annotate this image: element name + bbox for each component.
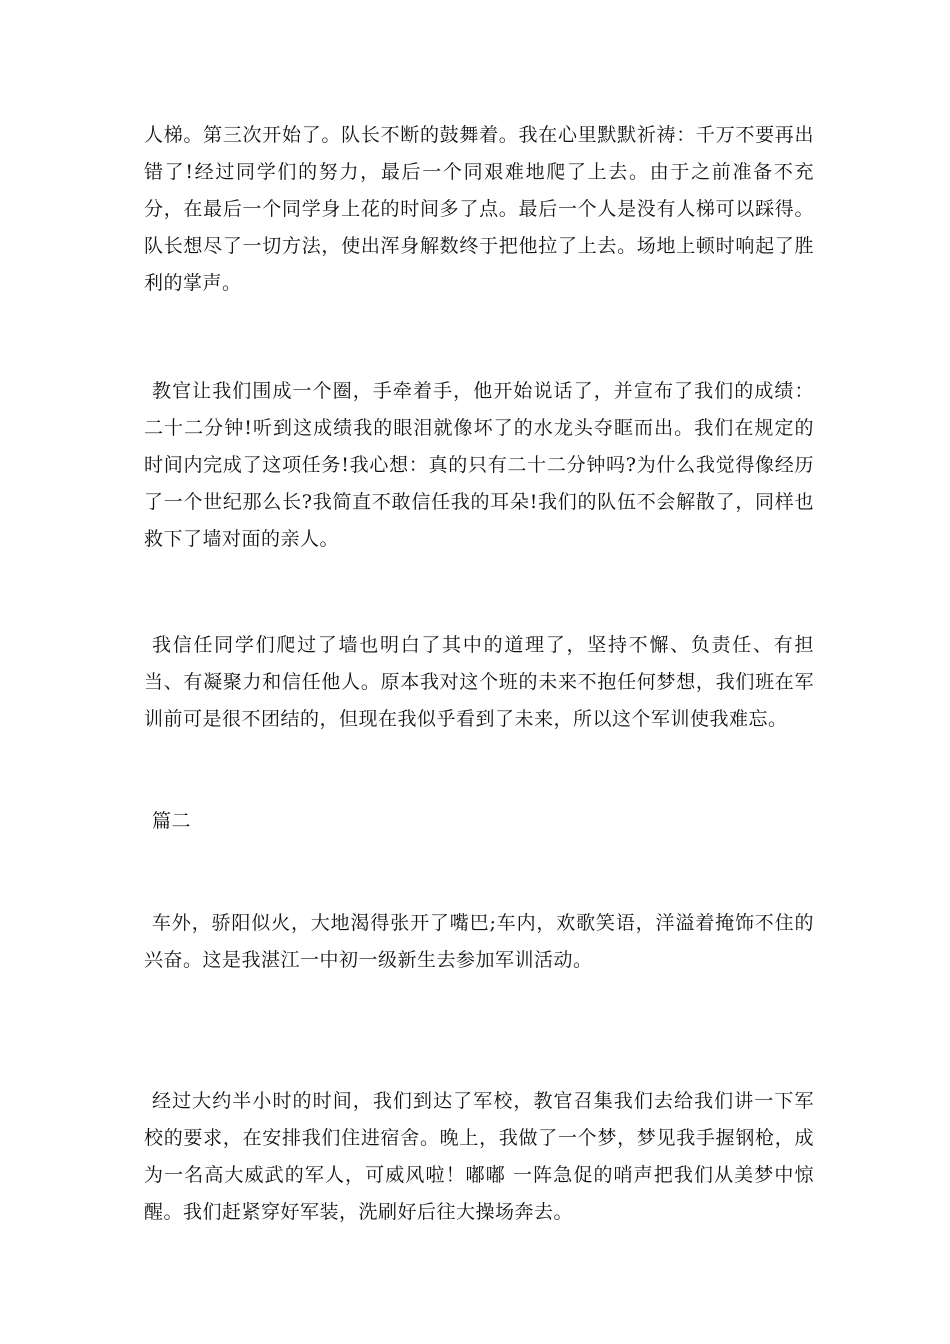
paragraph-1: 人梯。第三次开始了。队长不断的鼓舞着。我在心里默默祈祷：千万不要再出错了!经过同学们的努力，最后一个同艰难地爬了上去。由于之前准备不充分，在最后一个同学身上花的时间多了点。最后一个人是没有人梯可以踩得。队长想尽了一切方法，使出浑身解数终于把他拉了上去。场地上顿时响起了胜利的掌声。: [144, 124, 814, 294]
section-heading: 篇二: [152, 810, 192, 832]
paragraph-3: 我信任同学们爬过了墙也明白了其中的道理了，坚持不懈、负责任、有担当、有凝聚力和信任他人。原本我对这个班的未来不抱任何梦想，我们班在军训前可是很不团结的，但现在我似乎看到了未来，所以这个军训使我难忘。: [144, 634, 814, 730]
paragraph-4: 车外，骄阳似火，大地渴得张开了嘴巴;车内，欢歌笑语，洋溢着掩饰不住的兴奋。这是我湛江一中初一级新生去参加军训活动。: [144, 912, 814, 971]
paragraph-2: 教官让我们围成一个圈，手牵着手，他开始说话了，并宣布了我们的成绩：二十二分钟!听到这成绩我的眼泪就像坏了的水龙头夺眶而出。我们在规定的时间内完成了这项任务!我心想：真的只有二十二分钟吗?为什么我觉得像经历了一个世纪那么长?我简直不敢信任我的耳朵!我们的队伍不会解散了，同样也救下了墙对面的亲人。: [144, 380, 814, 550]
paragraph-5: 经过大约半小时的时间，我们到达了军校，教官召集我们去给我们讲一下军校的要求，在安排我们住进宿舍。晚上，我做了一个梦，梦见我手握钢枪，成为一名高大威武的军人，可威风啦！嘟嘟 一阵急促的哨声把我们从美梦中惊醒。我们赶紧穿好军装，洗刷好后往大操场奔去。: [144, 1090, 814, 1223]
